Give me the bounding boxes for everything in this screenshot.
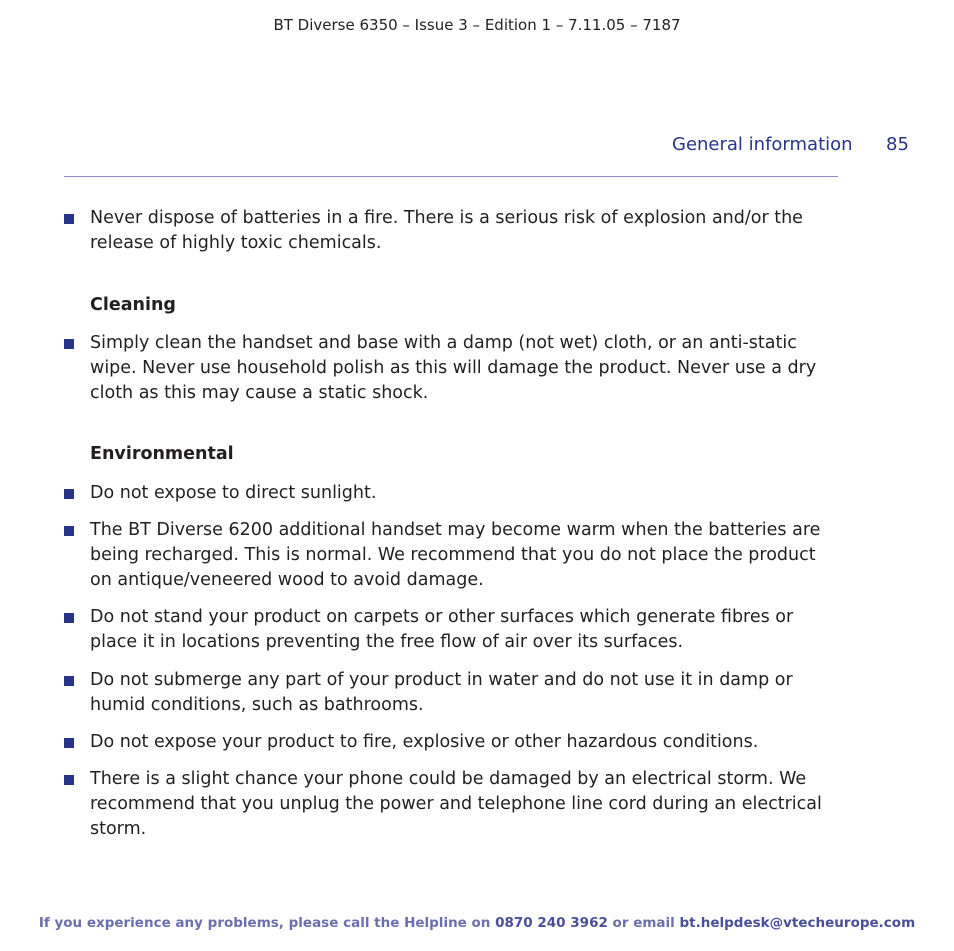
square-bullet-icon <box>64 676 74 686</box>
environmental-heading: Environmental <box>90 444 234 464</box>
square-bullet-icon <box>64 214 74 224</box>
document-id-line: BT Diverse 6350 – Issue 3 – Edition 1 – 7.11.05 – 7187 <box>273 16 681 34</box>
bullet-text: There is a slight chance your phone could be damaged by an electrical storm. We recommend that you unplug the power and telephone line cord during an electrical storm. <box>90 769 822 839</box>
helpline-footer <box>0 915 954 931</box>
list-item <box>64 331 844 406</box>
bullet-text: Do not expose your product to fire, explosive or other hazardous conditions. <box>90 732 759 752</box>
square-bullet-icon <box>64 738 74 748</box>
batteries-list <box>64 206 844 256</box>
list-item <box>64 206 844 256</box>
bullet-text: Do not expose to direct sunlight. <box>90 483 377 503</box>
list-item <box>64 730 844 755</box>
environmental-list-item-6 <box>64 767 844 842</box>
list-item <box>64 481 844 506</box>
footer-text-1: If you experience any problems, please call the Helpline on <box>38 915 496 931</box>
environmental-list-item-2 <box>64 518 844 593</box>
environmental-list-item-4 <box>64 668 844 718</box>
environmental-list-item-3 <box>64 605 844 655</box>
square-bullet-icon <box>64 489 74 499</box>
bullet-text: Do not stand your product on carpets or other surfaces which generate fibres or place it in locations preventing the free flow of air over its surfaces. <box>90 607 794 652</box>
page-number: 85 <box>886 134 909 155</box>
environmental-list-item-1 <box>64 481 844 506</box>
cleaning-list <box>64 331 844 406</box>
list-item <box>64 767 844 842</box>
environmental-list-item-5 <box>64 730 844 755</box>
list-item <box>64 605 844 655</box>
square-bullet-icon <box>64 526 74 536</box>
square-bullet-icon <box>64 339 74 349</box>
helpdesk-email: bt.helpdesk@vtecheurope.com <box>679 915 916 931</box>
bullet-text: Never dispose of batteries in a fire. There is a serious risk of explosion and/or the release of highly toxic chemicals. <box>90 208 803 253</box>
helpline-phone: 0870 240 3962 <box>495 915 608 931</box>
bullet-text: Simply clean the handset and base with a damp (not wet) cloth, or an anti-static wipe. Never use household polish as this will damage the product. Never use a dry cloth as this may cause a static shock. <box>90 333 817 403</box>
list-item <box>64 518 844 593</box>
square-bullet-icon <box>64 613 74 623</box>
square-bullet-icon <box>64 775 74 785</box>
cleaning-heading: Cleaning <box>90 295 176 315</box>
bullet-text: Do not submerge any part of your product in water and do not use it in damp or humid conditions, such as bathrooms. <box>90 670 793 715</box>
section-title: General information <box>672 134 853 155</box>
bullet-text: The BT Diverse 6200 additional handset may become warm when the batteries are being recharged. This is normal. We recommend that you do not place the product on antique/veneered wood to avoid damage. <box>90 520 821 590</box>
footer-text-2: or email <box>607 915 680 931</box>
header-divider <box>64 176 838 177</box>
list-item <box>64 668 844 718</box>
